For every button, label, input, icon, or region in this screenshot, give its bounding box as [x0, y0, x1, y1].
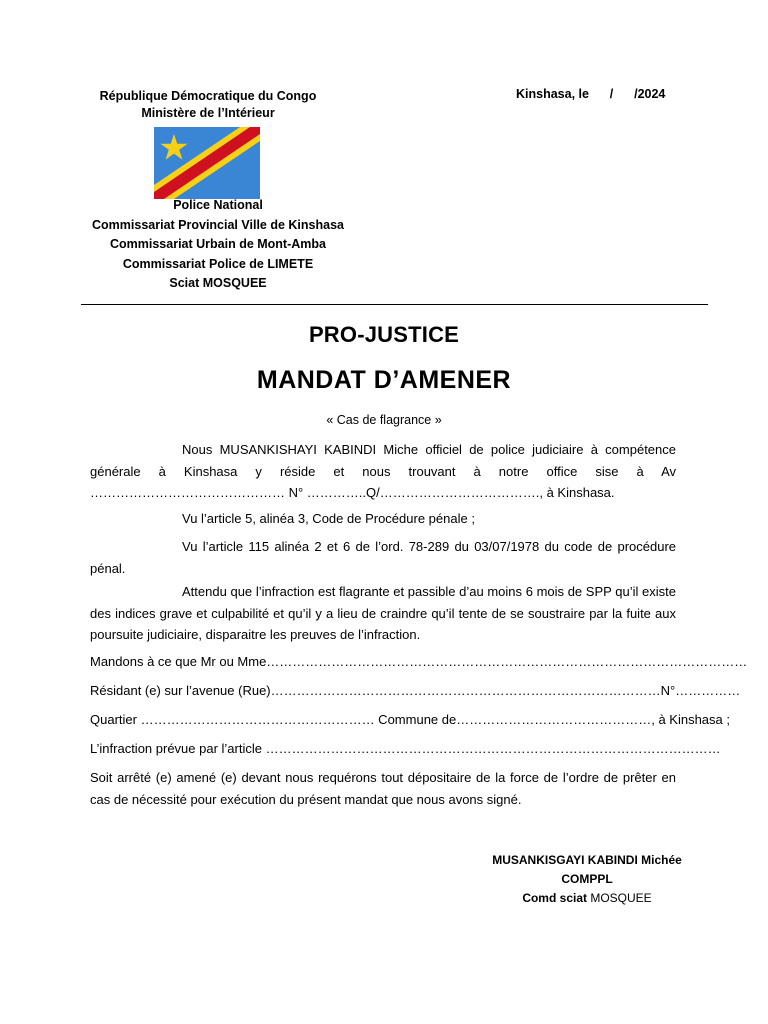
signature-block	[472, 851, 702, 908]
line-mandons: Mandons à ce que Mr ou Mme…………………………………………………………………………………………………	[90, 654, 748, 669]
doc-subtitle: « Cas de flagrance »	[326, 413, 442, 427]
paragraph-soit-arrete: Soit arrêté (e) amené (e) devant nous requérons tout dépositaire de la force de l’ordre de prêter en cas de nécessité pour exécution du présent mandat que nous avons signé.	[90, 770, 676, 807]
signatory-role	[472, 889, 702, 908]
police-line-4: Commissariat Police de LIMETE	[122, 256, 314, 271]
line-quartier: Quartier ……………………………………………… Commune de………………………………………, à Kinshasa ;	[90, 712, 730, 727]
paragraph-article-115: Vu l’article 115 alinéa 2 et 6 de l’ord. 78-289 du 03/07/1978 du code de procédure pénal.	[90, 539, 676, 576]
country-name: République Démocratique du Congo	[99, 89, 317, 103]
line-residant: Résidant (e) sur l’avenue (Rue)………………………………………………………………………………N°……………	[90, 683, 741, 698]
line-infraction: L’infraction prévue par l’article ……………………………………………………………………………………………	[90, 741, 721, 756]
police-block	[78, 196, 358, 294]
drc-flag-icon	[154, 127, 260, 199]
signatory-rank: COMPPL	[561, 872, 613, 886]
police-line-3: Commissariat Urbain de Mont-Amba	[109, 237, 326, 251]
doc-title-mandat: MANDAT D’AMENER	[256, 366, 512, 394]
paragraph-article-5: Vu l’article 5, alinéa 3, Code de Procédure pénale ;	[182, 511, 475, 526]
doc-title-pro-justice: PRO-JUSTICE	[308, 322, 460, 347]
signatory-role-title: Comd sciat	[522, 891, 587, 905]
ministry-name: Ministère de l’Intérieur	[141, 106, 275, 120]
signatory-role-unit: MOSQUEE	[590, 891, 652, 905]
paragraph-attendu: Attendu que l’infraction est flagrante et passible d’au moins 6 mois de SPP qu’il existe des indices grave et culpabilité et qu’il y a lieu de craindre qu’il tente de se soustraire par la fuite aux poursuite judiciaire, disparaitre les preuves de l’infraction.	[90, 584, 676, 642]
police-line-2: Commissariat Provincial Ville de Kinshasa	[92, 217, 344, 232]
police-line-5: Sciat MOSQUEE	[169, 276, 267, 290]
place-date: Kinshasa, le / /2024	[516, 87, 666, 101]
police-line-1: Police National	[173, 198, 263, 212]
header-divider	[81, 304, 708, 305]
signatory-name: MUSANKISGAYI KABINDI Michée	[492, 853, 682, 867]
paragraph-officer: Nous MUSANKISHAYI KABINDI Miche officiel de police judiciaire à compétence générale à Kinshasa y réside et nous trouvant à notre office sise à Av ……………………………………… N° …………..Q/………………………………., à Kinshasa.	[90, 442, 676, 500]
